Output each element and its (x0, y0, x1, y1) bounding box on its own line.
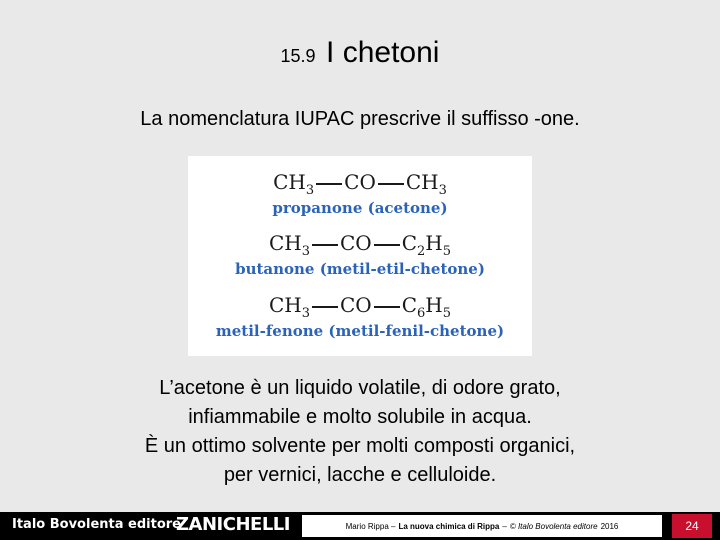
credit-year: 2016 (600, 521, 619, 531)
formula-propanone: $CH_3$ CO $CH_3$ (273, 170, 447, 198)
slide-subtitle: La nomenclatura IUPAC prescrive il suffisso -one. (140, 108, 580, 130)
credit-box (302, 515, 662, 537)
name-propanone: propanone (acetone) (272, 199, 448, 217)
ketone-formulas-figure (188, 156, 532, 356)
body-line-4: per vernici, lacche e celluloide. (223, 464, 497, 486)
formula-metil-fenone: $CH_3$ CO $C_6H_5$ (268, 293, 452, 321)
name-butanone: butanone (metil-etil-chetone) (235, 260, 485, 278)
credit-editor: © Italo Bovolenta editore (509, 521, 598, 531)
title-text: I chetoni (326, 36, 440, 69)
page-number: 24 (672, 514, 712, 538)
credit-book: La nuova chimica di Rippa (398, 521, 500, 531)
section-number: 15.9 (280, 46, 316, 66)
publisher-logo-bovolenta: Italo Bovolenta editore (12, 517, 181, 532)
body-line-3: È un ottimo solvente per molti composti organici, (144, 435, 576, 457)
credit-author: Mario Rippa – (345, 521, 396, 531)
name-metil-fenone: metil-fenone (metil-fenil-chetone) (215, 322, 505, 340)
slide-title (0, 36, 720, 70)
credit-separator: – (502, 521, 507, 531)
publisher-logo-zanichelli: ZANICHELLI (176, 514, 290, 535)
footer-bar (0, 512, 720, 540)
body-paragraph (0, 374, 720, 490)
body-line-2: infiammabile e molto solubile in acqua. (188, 406, 532, 428)
formula-butanone: $CH_3$ CO $C_2H_5$ (268, 231, 452, 259)
body-line-1: L’acetone è un liquido volatile, di odore grato, (159, 377, 561, 399)
